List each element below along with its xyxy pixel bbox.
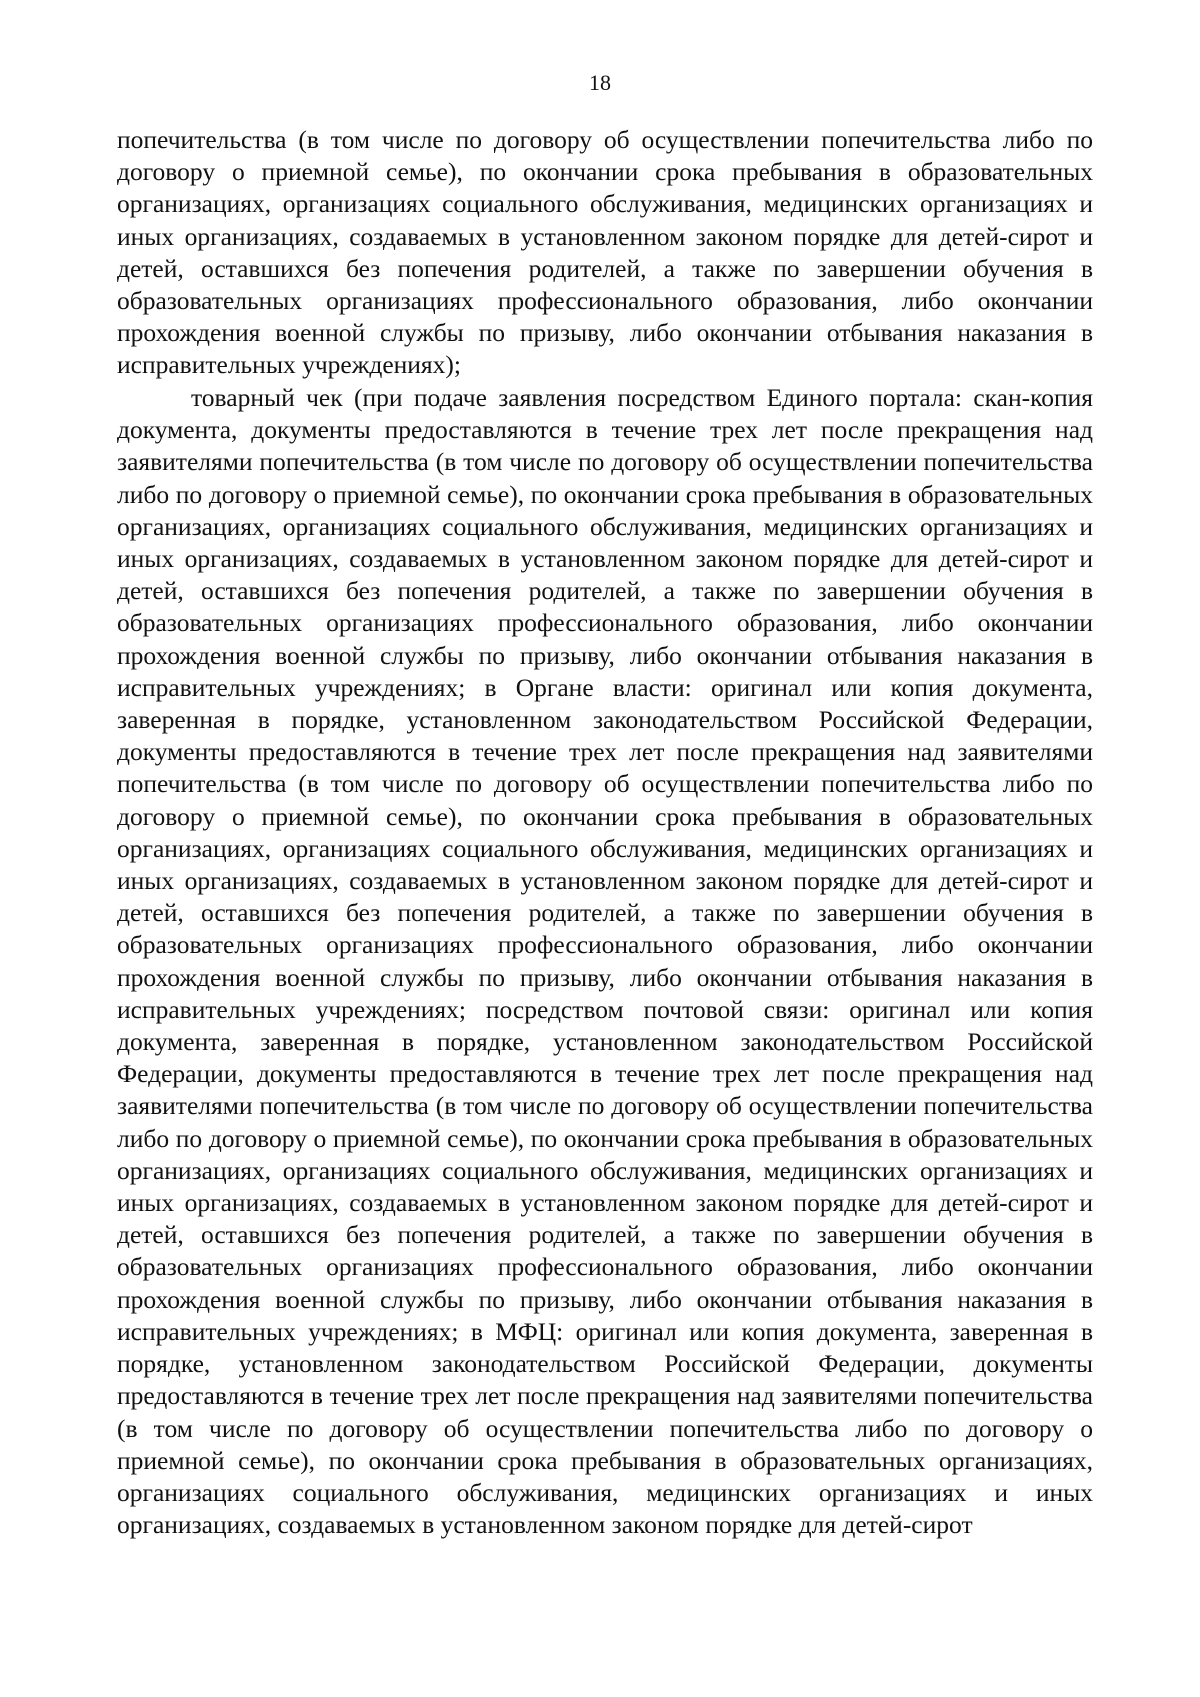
paragraph-sales-receipt: товарный чек (при подаче заявления посредством Единого портала: скан-копия документа, документы предоставляются в течение трех лет после прекращения над заявителями попечительства (в том числе по договору об осуществлении попечительства либо по договору о приемной семье), по окончании срока пребывания в образовательных организациях, организациях социального обслуживания, медицинских организациях и иных организациях, создаваемых в установленном законом порядке для детей-сирот и детей, оставшихся без попечения родителей, а также по завершении обучения в образовательных организациях профессионального образования, либо окончании прохождения военной службы по призыву, либо окончании отбывания наказания в исправительных учреждениях; в Органе власти: оригинал или копия документа, заверенная в порядке, установленном законодательством Российской Федерации, документы предоставляются в течение трех лет после прекращения над заявителями попечительства (в том числе по договору об осуществлении попечительства либо по договору о приемной семье), по окончании срока пребывания в образовательных организациях, организациях социального обслуживания, медицинских организациях и иных организациях, создаваемых в установленном законом порядке для детей-сирот и детей, оставшихся без попечения родителей, а также по завершении обучения в образовательных организациях профессионального образования, либо окончании прохождения военной службы по призыву, либо окончании отбывания наказания в исправительных учреждениях; посредством почтовой связи: оригинал или копия документа, заверенная в порядке, установленном законодательством Российской Федерации, документы предоставляются в течение трех лет после прекращения над заявителями попечительства (в том числе по договору об осуществлении попечительства либо по договору о приемной семье), по окончании срока пребывания в образовательных организациях, организациях социального обслуживания, медицинских организациях и иных организациях, создаваемых в установленном законом порядке для детей-сирот и детей, оставшихся без попечения родителей, а также по завершении обучения в образовательных организациях профессионального образования, либо окончании прохождения военной службы по призыву, либо окончании отбывания наказания в исправительных учреждениях; в МФЦ: оригинал или копия документа, заверенная в порядке, установленном законодательством Российской Федерации, документы предоставляются в течение трех лет после прекращения над заявителями попечительства (в том числе по договору об осуществлении попечительства либо по договору о приемной семье), по окончании срока пребывания в образовательных организациях, организациях социального обслуживания, медицинских организациях и иных организациях, создаваемых в установленном законом порядке для детей-сирот: [117, 383, 1093, 1540]
page-number: 18: [589, 70, 611, 95]
paragraph-continuation: попечительства (в том числе по договору об осуществлении попечительства либо по договору о приемной семье), по окончании срока пребывания в образовательных организациях, организациях социального обслуживания, медицинских организациях и иных организациях, создаваемых в установленном законом порядке для детей-сирот и детей, оставшихся без попечения родителей, а также по завершении обучения в образовательных организациях профессионального образования, либо окончании прохождения военной службы по призыву, либо окончании отбывания наказания в исправительных учреждениях);: [117, 125, 1093, 380]
